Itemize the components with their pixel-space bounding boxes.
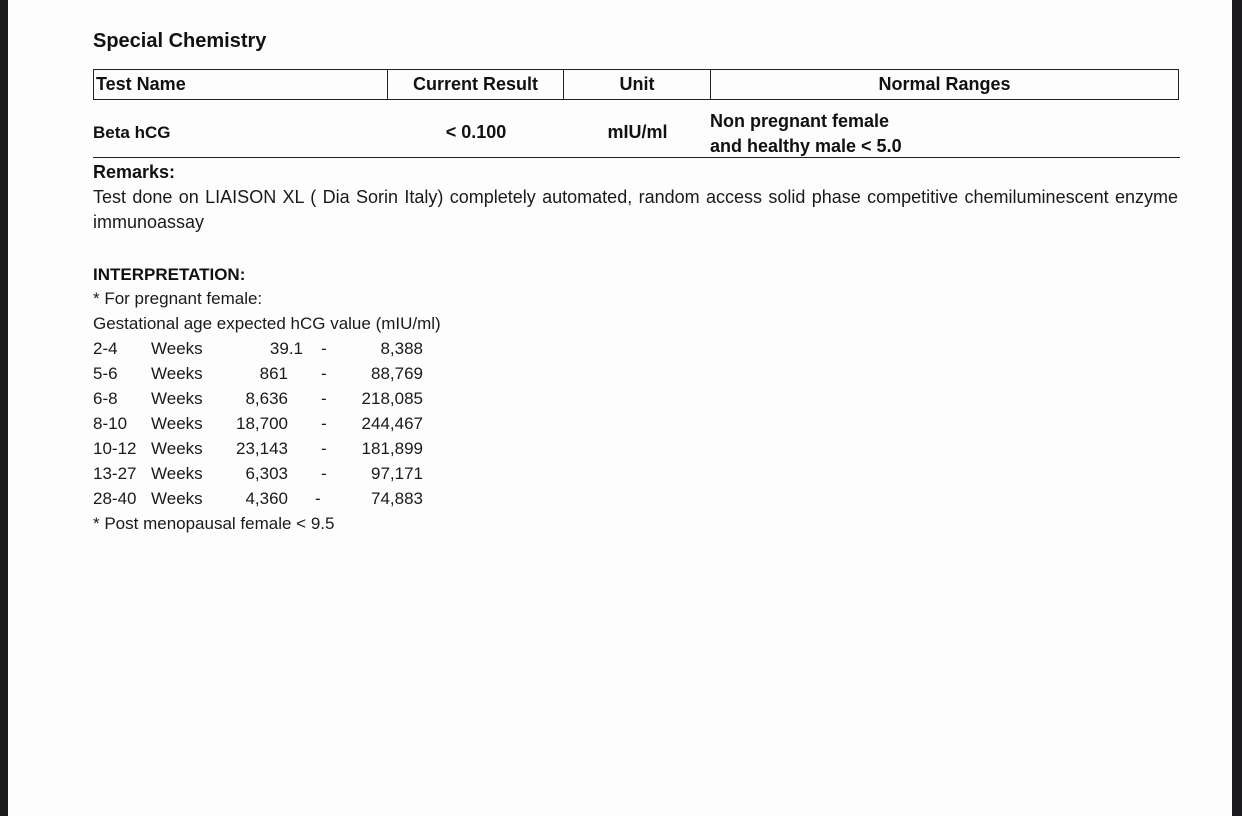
weeks-label: Weeks	[151, 464, 203, 483]
test-name-cell: Beta hCG	[93, 123, 171, 142]
range-dash: -	[321, 464, 327, 483]
remarks-label: Remarks:	[93, 162, 176, 182]
current-result-cell: < 0.100	[445, 122, 507, 142]
table-bottom-rule	[93, 157, 1180, 158]
normal-range-line-2: and healthy male < 5.0	[710, 136, 902, 156]
list-item	[93, 389, 423, 414]
list-item	[93, 414, 423, 439]
high-value: 74,883	[371, 489, 423, 508]
results-table-header	[93, 69, 1179, 100]
list-item	[93, 439, 423, 464]
low-value: 18,700	[236, 414, 288, 433]
weeks-range: 10-12	[93, 439, 137, 458]
list-item	[93, 364, 423, 389]
header-test-name: Test Name	[94, 70, 388, 99]
range-dash: -	[321, 339, 327, 358]
weeks-label: Weeks	[151, 339, 203, 358]
weeks-range: 28-40	[93, 489, 137, 508]
weeks-label: Weeks	[151, 439, 203, 458]
weeks-range: 13-27	[93, 464, 137, 483]
header-unit: Unit	[564, 70, 711, 99]
header-normal-ranges: Normal Ranges	[878, 74, 1011, 94]
low-value: 4,360	[245, 489, 288, 508]
range-dash: -	[321, 439, 327, 458]
interpretation-label: INTERPRETATION:	[93, 265, 246, 284]
low-value: 6,303	[245, 464, 288, 483]
section-title: Special Chemistry	[93, 30, 267, 52]
remarks-text: Test done on LIAISON XL ( Dia Sorin Italy) completely automated, random access solid phase competitive chemiluminescent enzyme immunoassay	[93, 187, 1178, 232]
high-value: 181,899	[361, 439, 423, 458]
high-value: 8,388	[380, 339, 423, 358]
weeks-range: 6-8	[93, 389, 118, 408]
list-item	[93, 489, 423, 514]
weeks-range: 5-6	[93, 364, 118, 383]
low-value: 8,636	[245, 389, 288, 408]
normal-range-line-1: Non pregnant female	[710, 111, 890, 131]
range-dash: -	[321, 414, 327, 433]
weeks-range: 2-4	[93, 339, 118, 358]
low-value: 861	[259, 364, 288, 383]
weeks-range: 8-10	[93, 414, 128, 433]
high-value: 97,171	[371, 464, 423, 483]
high-value: 218,085	[361, 389, 423, 408]
range-dash: -	[321, 389, 327, 408]
unit-cell: mIU/ml	[607, 122, 668, 142]
gestational-caption: Gestational age expected hCG value (mIU/ml)	[93, 314, 441, 333]
range-dash: -	[321, 364, 327, 383]
postmenopausal-note: * Post menopausal female < 9.5	[93, 514, 335, 533]
high-value: 88,769	[371, 364, 423, 383]
header-current-result: Current Result	[388, 70, 564, 99]
weeks-label: Weeks	[151, 489, 203, 508]
report-page	[8, 0, 1232, 816]
low-value: 39.1	[269, 339, 303, 358]
weeks-label: Weeks	[151, 414, 203, 433]
list-item	[93, 464, 423, 489]
high-value: 244,467	[361, 414, 423, 433]
range-dash: -	[315, 489, 321, 508]
weeks-label: Weeks	[151, 389, 203, 408]
weeks-label: Weeks	[151, 364, 203, 383]
low-value: 23,143	[236, 439, 288, 458]
list-item	[93, 339, 423, 364]
pregnant-note: * For pregnant female:	[93, 289, 263, 308]
